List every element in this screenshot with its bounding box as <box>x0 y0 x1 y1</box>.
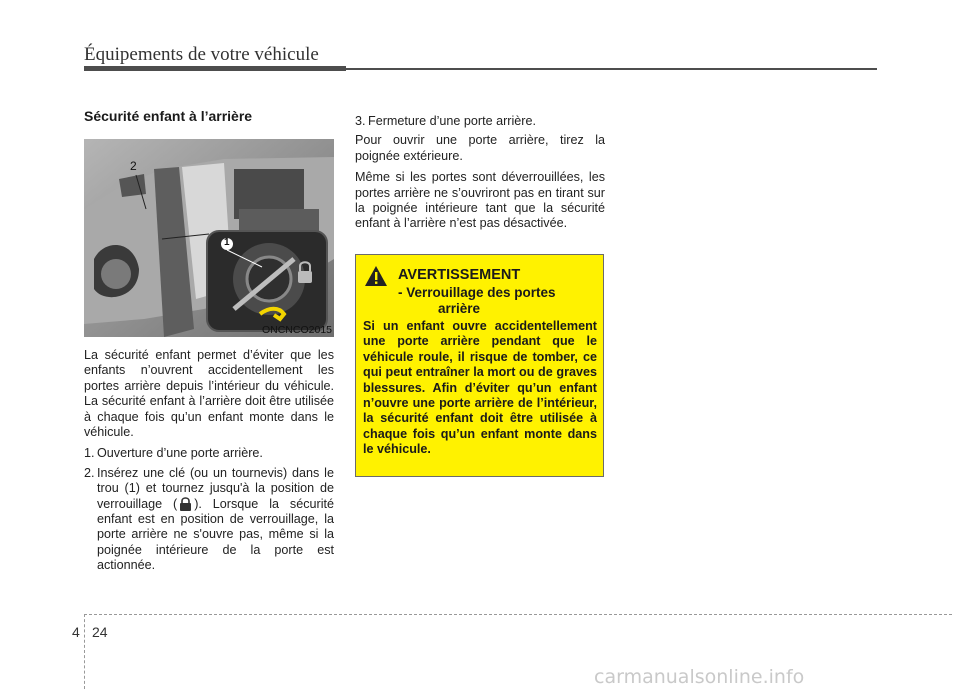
child-lock-figure <box>84 139 334 337</box>
warning-subtitle-line2: arrière <box>438 301 481 316</box>
step-2 <box>84 466 334 574</box>
right-column <box>355 114 605 238</box>
step-1-text: Ouverture d’une porte arrière. <box>97 446 263 461</box>
left-column <box>84 108 334 578</box>
step-2-text-a: Insérez une clé (ou un tournevis) dans le trou (1) et tournez jusqu'à la position de verrouillage ( <box>97 465 334 511</box>
step-2-text-b: ). Lorsque la sécurité enfant est en position de verrouillage, la porte arrière ne s'ouvre pas, même si la poignée intérieure de la porte est actionnée. <box>97 496 334 573</box>
warning-subtitle-line1: - Verrouillage des portes <box>398 285 556 300</box>
unlocked-paragraph: Même si les portes sont déverrouillées, les portes arrière ne s’ouvriront pas en tirant sur la poignée intérieure tant que la sécurité enfant à l’arrière n’est pas désactivée. <box>355 170 605 231</box>
warning-triangle-icon <box>364 265 388 287</box>
left-body-text <box>84 348 334 574</box>
figure-code: ONCNCO2015 <box>261 324 332 336</box>
header-rule-thin <box>346 68 877 70</box>
footer-vertical-rule <box>84 614 85 689</box>
callout-1-label: 1 <box>224 237 230 248</box>
watermark: carmanualsonline.info <box>594 666 805 688</box>
page-number: 24 <box>92 624 108 640</box>
step-1-number: 1. <box>84 446 95 461</box>
step-1 <box>84 446 334 461</box>
open-door-paragraph: Pour ouvrir une porte arrière, tirez la poignée extérieure. <box>355 133 605 163</box>
step-3-text: Fermeture d’une porte arrière. <box>368 114 536 128</box>
step-3 <box>355 114 605 129</box>
page-header-title: Équipements de votre véhicule <box>84 44 319 65</box>
step-3-number: 3. <box>355 114 366 128</box>
intro-paragraph: La sécurité enfant permet d’éviter que les enfants n’ouvrent accidentellement les portes arrière depuis l’intérieur du véhicule. La sécurité enfant à l’arrière doit être utilisée à chaque fois qu’un enfant monte dans le véhicule. <box>84 348 334 440</box>
car-door-illustration <box>84 139 334 337</box>
header-rule-thick <box>84 66 346 71</box>
warning-text: Si un enfant ouvre accidentellement une porte arrière pendant que le véhicule roule, il risque de tomber, ce qui peut entraîner la mort ou de graves blessures. Afin d’éviter qu’un enfant n’ouvre une porte arrière de l’intérieur, la sécurité enfant doit être utilisée à chaque fois qu’un enfant monte dans le véhicule. <box>363 319 597 457</box>
warning-title: AVERTISSEMENT <box>398 267 521 283</box>
footer-rule <box>84 614 952 615</box>
warning-subtitle <box>398 285 598 317</box>
callout-2-label: 2 <box>130 159 137 173</box>
lock-icon <box>177 497 194 511</box>
chapter-number: 4 <box>72 624 80 640</box>
step-2-number: 2. <box>84 465 95 480</box>
warning-box <box>355 254 604 477</box>
section-title: Sécurité enfant à l’arrière <box>84 108 253 124</box>
